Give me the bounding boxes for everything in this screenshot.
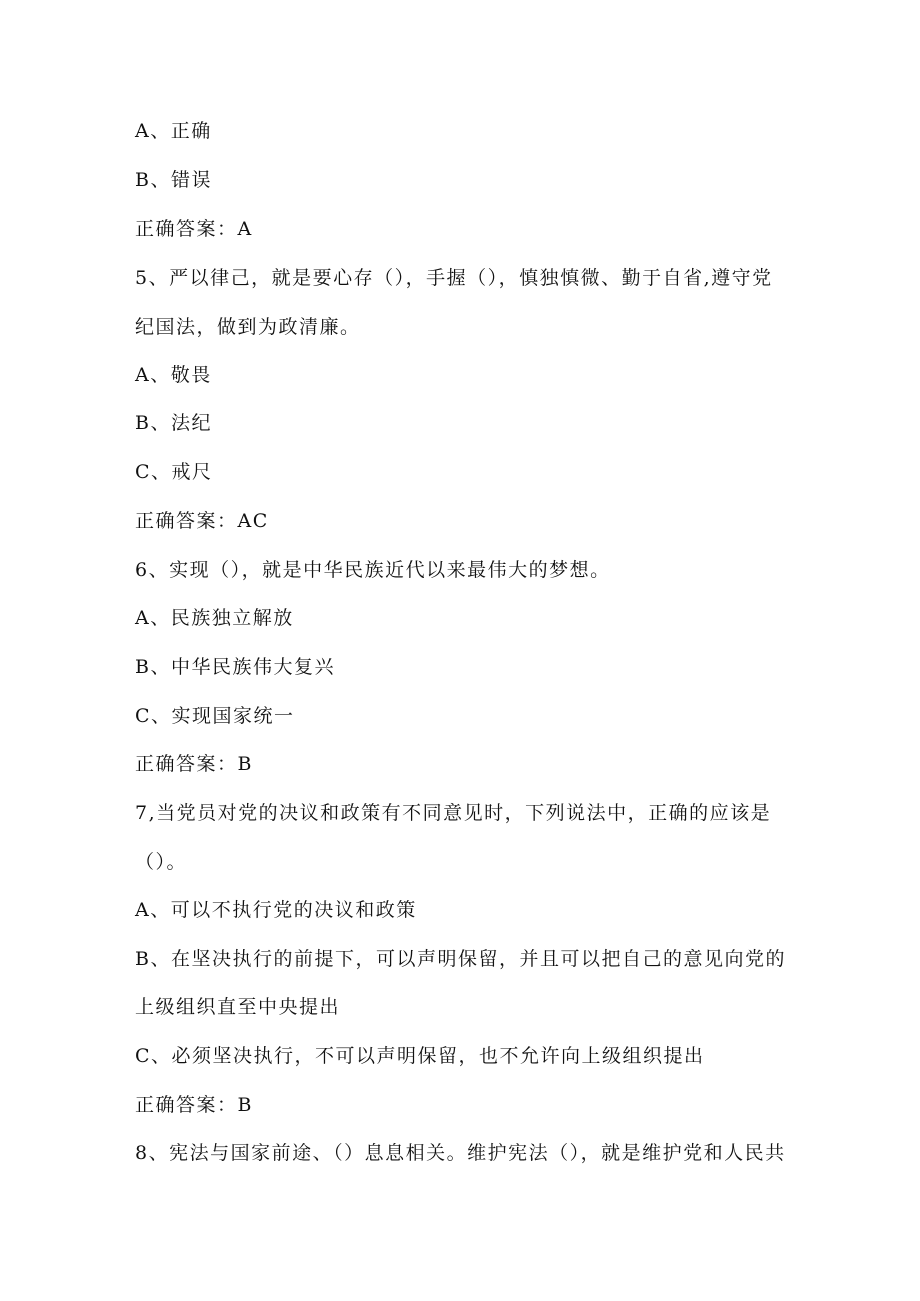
q6-option-b: B、中华民族伟大复兴 (135, 656, 335, 678)
q7-option-a: A、可以不执行党的决议和政策 (135, 899, 417, 921)
q4-answer: 正确答案：A (135, 218, 253, 240)
q7-question-line-1: 7,当党员对党的决议和政策有不同意见时，下列说法中，正确的应该是 (135, 802, 772, 824)
q7-option-b-line-1: B、在坚决执行的前提下，可以声明保留，并且可以把自己的意见向党的 (135, 948, 786, 970)
q5-answer: 正确答案：AC (135, 510, 269, 532)
q7-answer: 正确答案：B (135, 1094, 253, 1116)
q8-question-line-1: 8、宪法与国家前途、（）息息相关。维护宪法（），就是维护党和人民共 (135, 1142, 786, 1164)
q6-option-a: A、民族独立解放 (135, 607, 294, 629)
q4-option-a: A、正确 (135, 120, 212, 142)
q4-option-b: B、错误 (135, 169, 212, 191)
q6-answer: 正确答案：B (135, 753, 253, 775)
q5-option-a: A、敬畏 (135, 364, 212, 386)
q7-question-line-2: （）。 (135, 851, 188, 873)
q5-option-c: C、戒尺 (135, 461, 213, 483)
q5-question-line-1: 5、严以律己，就是要心存（），手握（），慎独慎微、勤于自省,遵守党 (135, 267, 773, 289)
q5-question-line-2: 纪国法，做到为政清廉。 (135, 316, 361, 338)
q7-option-c: C、必须坚决执行，不可以声明保留，也不允许向上级组织提出 (135, 1045, 705, 1067)
q7-option-b-line-2: 上级组织直至中央提出 (135, 996, 341, 1018)
q6-question-line-1: 6、实现（），就是中华民族近代以来最伟大的梦想。 (135, 559, 611, 581)
q5-option-b: B、法纪 (135, 412, 212, 434)
q6-option-c: C、实现国家统一 (135, 705, 295, 727)
